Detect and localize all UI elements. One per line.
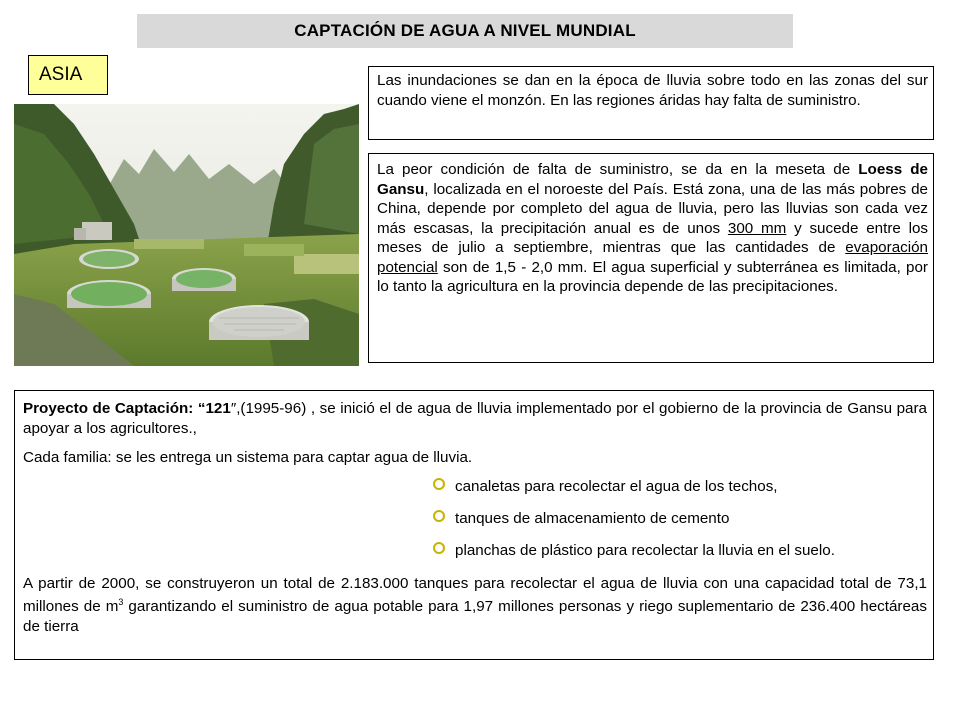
project-heading-rest: ″,(1995-96) , se inició el de agua de lluvia implementado por el gobierno de la provincia de Gansu para apoyar a los agricultores., [23, 400, 927, 437]
evaporation-term: evaporación potencial [377, 239, 928, 276]
family-line: Cada familia: se les entrega un sistema para captar agua de lluvia. [23, 449, 473, 466]
gansu-text-3: y sucede entre los meses de julio a septiembre, mientras que las cantidades de [377, 219, 929, 256]
bullet-circle-icon [433, 542, 445, 554]
bullet-circle-icon [433, 510, 445, 522]
landscape-photo [14, 104, 359, 366]
gansu-text-2: , localizada en el noroeste del País. Está zona, una de las más pobres de China, depende por completo del agua de lluvia, pero las lluvias son cada vez más escasas, la precipitación anual es de unos [377, 180, 928, 237]
title-bar [137, 14, 793, 48]
project-heading [23, 399, 927, 438]
bullet-text: planchas de plástico para recolectar la lluvia en el suelo. [455, 542, 835, 560]
page-title: CAPTACIÓN DE AGUA A NIVEL MUNDIAL [294, 21, 636, 40]
loess-gansu-term: Loess de Gansu [377, 161, 929, 198]
gansu-text-4: son de 1,5 - 2,0 mm. El agua superficial y subterránea es limitada, por lo tanto la agricultura en la provincia depende de las precipitaciones. [377, 258, 928, 295]
bullet-list [433, 478, 927, 561]
list-item [433, 478, 927, 497]
list-item [433, 542, 927, 561]
project-text-box [14, 390, 934, 660]
precipitation-value: 300 mm [727, 219, 787, 237]
monsoon-text: Las inundaciones se dan en la época de lluvia sobre todo en las zonas del sur cuando viene el monzón. En las regiones áridas hay falta de suministro. [377, 72, 928, 109]
bullet-text: tanques de almacenamiento de cemento [455, 510, 730, 528]
bullet-text: canaletas para recolectar el agua de los techos, [455, 478, 778, 496]
monsoon-text-box [368, 66, 934, 140]
gansu-text-1: La peor condición de falta de suministro, se da en la meseta de [377, 161, 859, 178]
list-item [433, 510, 927, 529]
summary-superscript: 3 [118, 597, 124, 607]
gansu-text-box [368, 153, 934, 363]
summary-text-a: A partir de 2000, se construyeron un total de 2.183.000 tanques para recolectar el agua de lluvia con una capacidad total de 73,1 millones de m [23, 574, 927, 616]
region-label: ASIA [28, 55, 108, 95]
project-heading-bold: Proyecto de Captación: “121 [23, 400, 231, 417]
summary-paragraph [23, 574, 927, 637]
summary-text-b: garantizando el suministro de agua potable para 1,97 millones personas y riego suplementario de 236.400 hectáreas de tierra [23, 598, 927, 635]
bullet-circle-icon [433, 478, 445, 490]
gansu-text [377, 160, 928, 297]
